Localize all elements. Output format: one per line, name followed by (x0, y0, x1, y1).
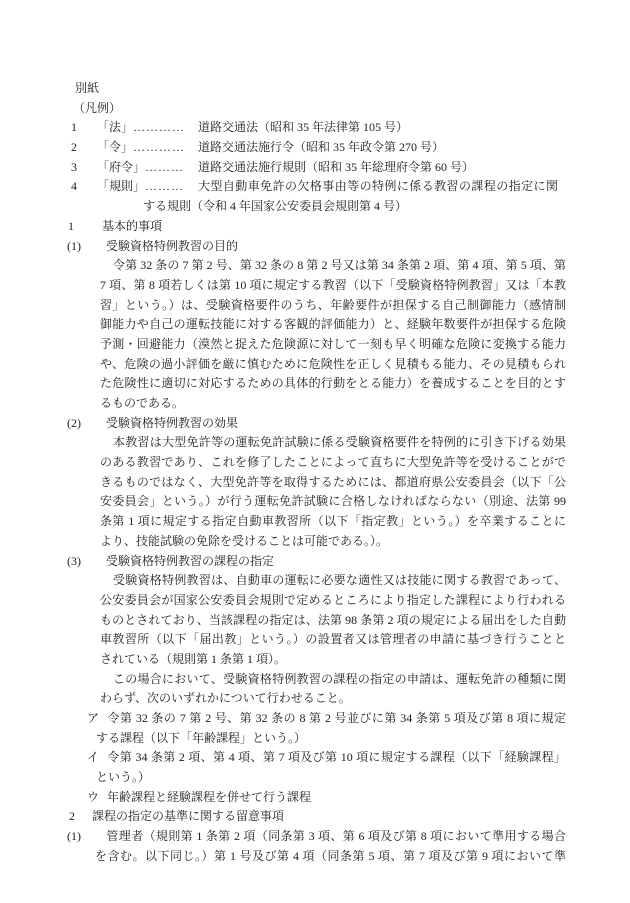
section-title: 課程の指定の基準に関する留意事項 (92, 809, 285, 824)
legend-definition: 道路交通法（昭和 35 年法律第 105 号） (198, 120, 409, 135)
paragraph-line: きるものではなく、大型免許等を取得するためには、都道府県公安委員会（以下「公 (100, 474, 566, 489)
kana-item-marker: ア (87, 711, 100, 725)
kana-item-text: 令第 34 条第 2 項、第 4 項、第 7 項及び第 10 項に規定する課程（以下「経験課程」 (107, 750, 566, 765)
section-number: 2 (69, 809, 75, 824)
paragraph-line: 令第 32 条の 7 第 2 号、第 32 条の 8 第 2 号又は第 34 条第 2 項、第 4 項、第 5 項、第 (113, 258, 566, 273)
kana-item-marker: ウ (87, 789, 100, 804)
legend-term: 「法」 (97, 120, 134, 135)
subsection-title: 受験資格特例教習の効果 (106, 415, 239, 430)
paragraph-line: のある教習であり、これを修了したことによって直ちに大型免許等を受けることがで (100, 455, 566, 470)
paragraph-line: より、技能試験の免除を受けることは可能である。）。 (100, 533, 389, 548)
legend-row (71, 158, 570, 178)
legend-item-number: 4 (71, 179, 77, 194)
leader-dots: ……… (145, 179, 185, 194)
legend-item-number: 3 (71, 159, 77, 174)
section-heading (68, 217, 570, 237)
subsection-heading (67, 414, 570, 434)
legend-term: 「規則」 (97, 179, 146, 194)
section-title: 基本的事項 (102, 218, 163, 233)
paragraph-line: 安委員会」という。）が行う運転免許試験に合格しなければならない（別途、法第 99 (100, 494, 566, 509)
subsection-label: (3) (67, 553, 81, 568)
subsection-text: 管理者（規則第 1 条第 2 項（同条第 3 項、第 6 項及び第 8 項において準用する場合 (106, 829, 566, 844)
paragraph-line: 条第 1 項に規定する指定自動車教習所（以下「指定教」という。）を卒業することに (100, 514, 566, 529)
paragraph-line: 車教習所（以下「届出教」という。）の設置者又は管理者の申請に基づき行うことと (100, 632, 566, 647)
kana-item-text: 令第 32 条の 7 第 2 号、第 32 条の 8 第 2 号並びに第 34 条第 5 項及び第 8 項に規定 (107, 711, 566, 725)
kana-item-line (87, 788, 566, 808)
legend-row (71, 177, 570, 197)
paragraph-line: 受験資格特例教習は、自動車の運転に必要な適性又は技能に関する教習であって、 (113, 573, 566, 588)
kana-item-line: する課程（以下「年齢課程」という。） (96, 730, 307, 745)
subsection-heading (67, 552, 570, 572)
paragraph-line: や、危険の過小評価を厳に慎むために危険性を正しく見積もる能力、その見積もられ (100, 356, 566, 371)
subsection-label: (1) (67, 238, 81, 253)
paragraph-line: ものとされており、当該課程の指定は、法第 98 条第 2 項の規定による届出をした自動 (100, 612, 566, 627)
kana-item-line (87, 748, 566, 768)
paragraph-line: るものである。 (100, 396, 185, 410)
paragraph-line: この場合において、受験資格特例教習の課程の指定の申請は、運転免許の種類に関 (113, 671, 566, 686)
kana-item-marker: イ (87, 750, 100, 765)
section-heading (69, 807, 570, 827)
legend-item-number: 1 (71, 120, 77, 135)
legend-item-number: 2 (71, 140, 77, 155)
legend-term: 「府令」 (97, 159, 146, 174)
subsection-heading (67, 237, 570, 257)
subsection-line: を含む。以下同じ。）第 1 号及び第 4 項（同条第 5 項、第 7 項及び第 9 項において準 (95, 848, 566, 863)
leader-dots: ………… (133, 120, 186, 135)
legend-row (71, 118, 570, 138)
section-number: 1 (68, 218, 74, 233)
subsection-title: 受験資格特例教習の課程の指定 (106, 553, 275, 568)
legend-heading: （凡例） (73, 100, 122, 115)
legend-row (71, 138, 570, 158)
subsection-title: 受験資格特例教習の目的 (106, 238, 239, 253)
paragraph-line: 習」という。）は、受験資格要件のうち、年齢要件が担保する自己制御能力（感情制 (100, 297, 566, 312)
attachment-label: 別紙 (75, 81, 100, 95)
subsection-label: (1) (67, 829, 81, 844)
subsection-line (67, 827, 566, 847)
kana-item-text: 年齢課程と経験課程を併せて行う課程 (107, 789, 312, 804)
paragraph-line: 予測・回避能力（漠然と捉えた危険源に対して一刻も早く明確な危険に変換する能力 (100, 336, 566, 351)
legend-definition: 大型自動車免許の欠格事由等の特例に係る教習の課程の指定に関 (198, 179, 558, 194)
paragraph-line: た危険性に適切に対応するための具体的行動をとる能力）を養成することを目的とす (100, 376, 566, 391)
leader-dots: ………… (133, 140, 186, 155)
paragraph-line: 御能力や自己の運転技能に対する客観的評価能力）と、経験年数要件が担保する危険 (100, 317, 566, 332)
kana-item-line: という。） (96, 770, 151, 785)
legend-definition: 道路交通法施行令（昭和 35 年政令第 270 号） (198, 140, 445, 155)
paragraph-line: 7 項、第 8 項若しくは第 10 項に規定する教習（以下「受験資格特例教習」又は「本教 (100, 277, 566, 292)
subsection-label: (2) (67, 415, 81, 430)
legend-term: 「令」 (97, 140, 134, 155)
paragraph-line: 本教習は大型免許等の運転免許試験に係る受験資格要件を特例的に引き下げる効果 (113, 435, 566, 450)
paragraph-line: わらず、次のいずれかについて行わせること。 (100, 691, 351, 706)
kana-item-line (87, 709, 566, 729)
legend-definition-continuation: する規則（令和 4 年国家公安委員会規則第 4 号） (143, 199, 408, 214)
legend-definition: 道路交通法施行規則（昭和 35 年総理府令第 60 号） (198, 159, 475, 174)
paragraph-line: されている（規則第 1 条第 1 項）。 (100, 651, 287, 666)
paragraph-line: 公安委員会が国家公安委員会規則で定めるところにより指定した課程により行われる (100, 592, 566, 607)
leader-dots: ……… (145, 159, 185, 174)
